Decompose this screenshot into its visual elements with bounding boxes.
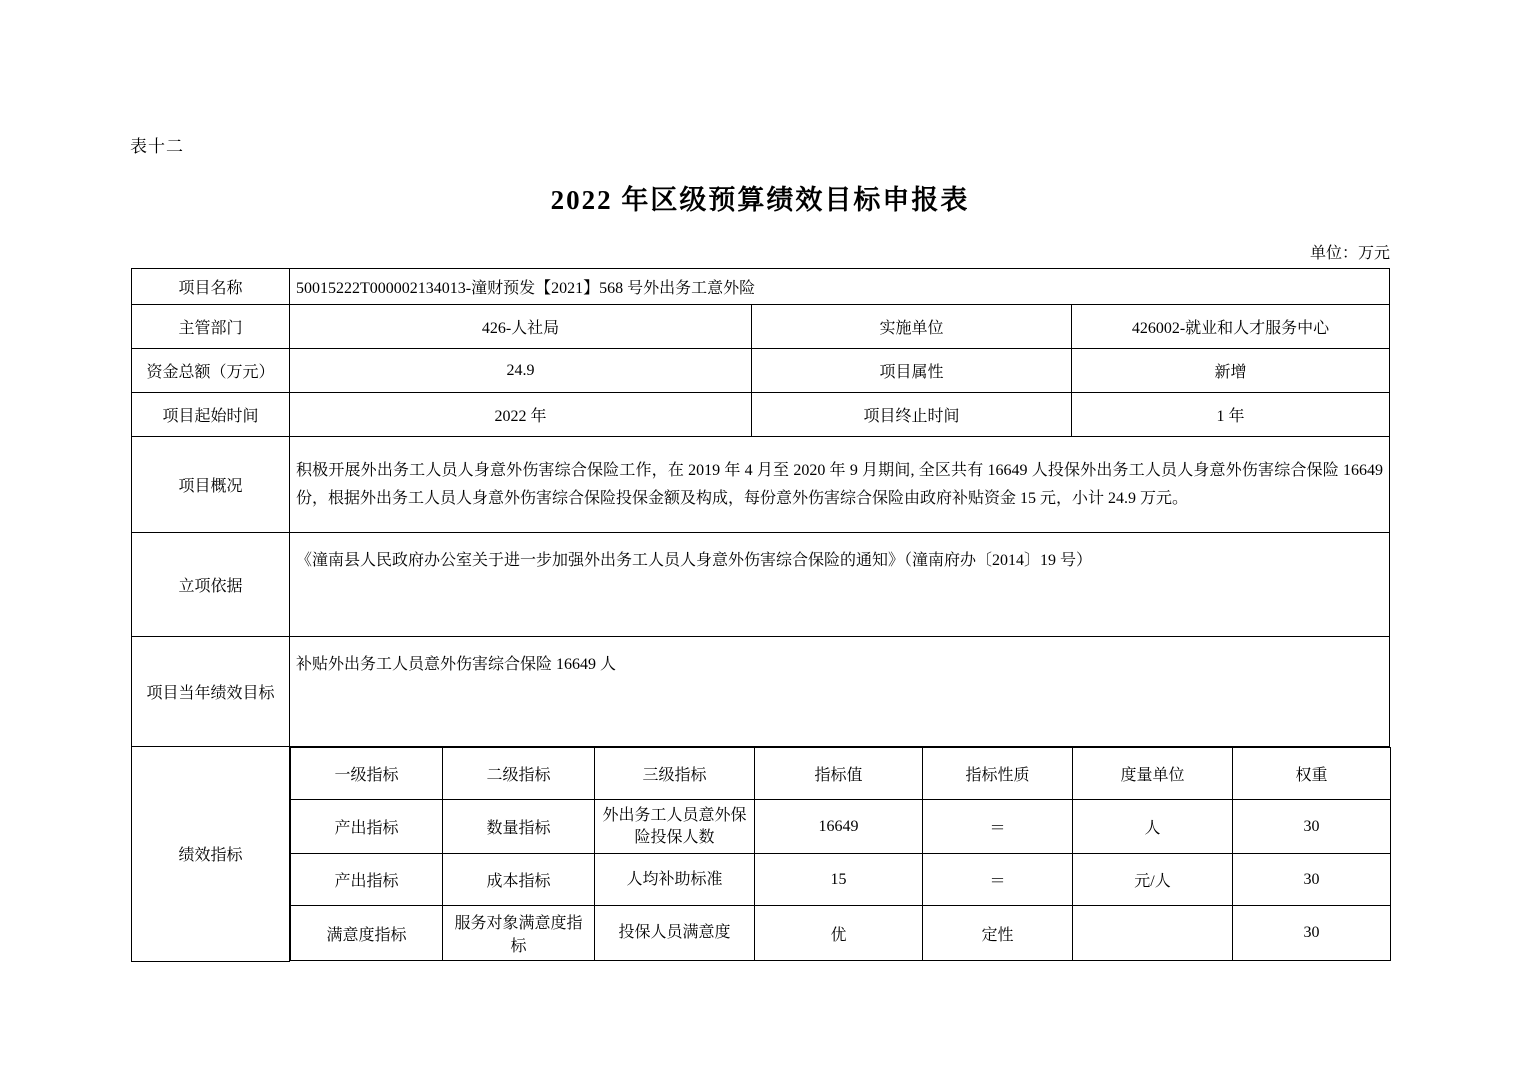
basis-label: 立项依据 [132,533,290,637]
indicator-value: 优 [755,906,923,961]
indicator-weight: 30 [1233,800,1391,854]
page-title: 2022 年区级预算绩效目标申报表 [550,185,970,215]
start-value: 2022 年 [290,393,752,437]
indicator-header-level3: 三级指标 [595,748,755,800]
indicator-weight: 30 [1233,906,1391,961]
indicator-level3: 外出务工人员意外保险投保人数 [595,800,755,854]
table-row [291,854,1391,906]
basis-value: 《潼南县人民政府办公室关于进一步加强外出务工人员人身意外伤害综合保险的通知》（潼南府办〔2014〕19 号） [290,533,1390,637]
indicator-header-nature: 指标性质 [923,748,1073,800]
table-row-period [132,393,1390,437]
indicator-table [290,747,1391,961]
indicator-header-weight: 权重 [1233,748,1391,800]
project-name-value: 50015222T000002134013-潼财预发【2021】568 号外出务工意外险 [290,269,1390,305]
indicator-level2: 数量指标 [443,800,595,854]
funds-value: 24.9 [290,349,752,393]
indicator-level1: 产出指标 [291,800,443,854]
start-label: 项目起始时间 [132,393,290,437]
table-row [291,800,1391,854]
indicator-unit: 元/人 [1073,854,1233,906]
table-row [291,906,1391,961]
indicator-value: 16649 [755,800,923,854]
indicator-level3: 投保人员满意度 [595,906,755,961]
unit-note: 单位：万元 [1309,245,1390,262]
indicator-level2: 服务对象满意度指标 [443,906,595,961]
indicator-header-level1: 一级指标 [291,748,443,800]
dept-value: 426-人社局 [290,305,752,349]
indicator-header-row [291,748,1391,800]
indicator-weight: 30 [1233,854,1391,906]
project-name-label: 项目名称 [132,269,290,305]
attribute-value: 新增 [1072,349,1390,393]
indicator-header-value: 指标值 [755,748,923,800]
table-row-funds [132,349,1390,393]
indicator-value: 15 [755,854,923,906]
performance-indicator-label: 绩效指标 [132,747,290,962]
annual-goal-value: 补贴外出务工人员意外伤害综合保险 16649 人 [290,637,1390,747]
end-label: 项目终止时间 [752,393,1072,437]
funds-label: 资金总额（万元） [132,349,290,393]
end-value: 1 年 [1072,393,1390,437]
indicator-subtable-container [290,747,1390,962]
indicator-level1: 满意度指标 [291,906,443,961]
indicator-level3: 人均补助标准 [595,854,755,906]
form-number-label: 表十二 [130,137,184,156]
budget-performance-table [131,268,1390,962]
indicator-unit: 人 [1073,800,1233,854]
indicator-nature: ＝ [923,800,1073,854]
table-row-project-name [132,269,1390,305]
table-row-annual-goal [132,637,1390,747]
indicator-header-level2: 二级指标 [443,748,595,800]
implement-label: 实施单位 [752,305,1072,349]
indicator-level2: 成本指标 [443,854,595,906]
table-row-overview [132,437,1390,533]
indicator-unit [1073,906,1233,961]
implement-value: 426002-就业和人才服务中心 [1072,305,1390,349]
indicator-level1: 产出指标 [291,854,443,906]
attribute-label: 项目属性 [752,349,1072,393]
table-row-basis [132,533,1390,637]
overview-label: 项目概况 [132,437,290,533]
table-row-indicators [132,747,1390,962]
indicator-nature: ＝ [923,854,1073,906]
table-row-department [132,305,1390,349]
annual-goal-label: 项目当年绩效目标 [132,637,290,747]
indicator-nature: 定性 [923,906,1073,961]
indicator-header-unit: 度量单位 [1073,748,1233,800]
overview-value: 积极开展外出务工人员人身意外伤害综合保险工作，在 2019 年 4 月至 2020 年 9 月期间, 全区共有 16649 人投保外出务工人员人身意外伤害综合保险 16649 份，根据外出务工人员人身意外伤害综合保险投保金额及构成，每份意外伤害综合保险由政府补贴资金 15 元，小计 24.9 万元。 [290,437,1390,533]
dept-label: 主管部门 [132,305,290,349]
